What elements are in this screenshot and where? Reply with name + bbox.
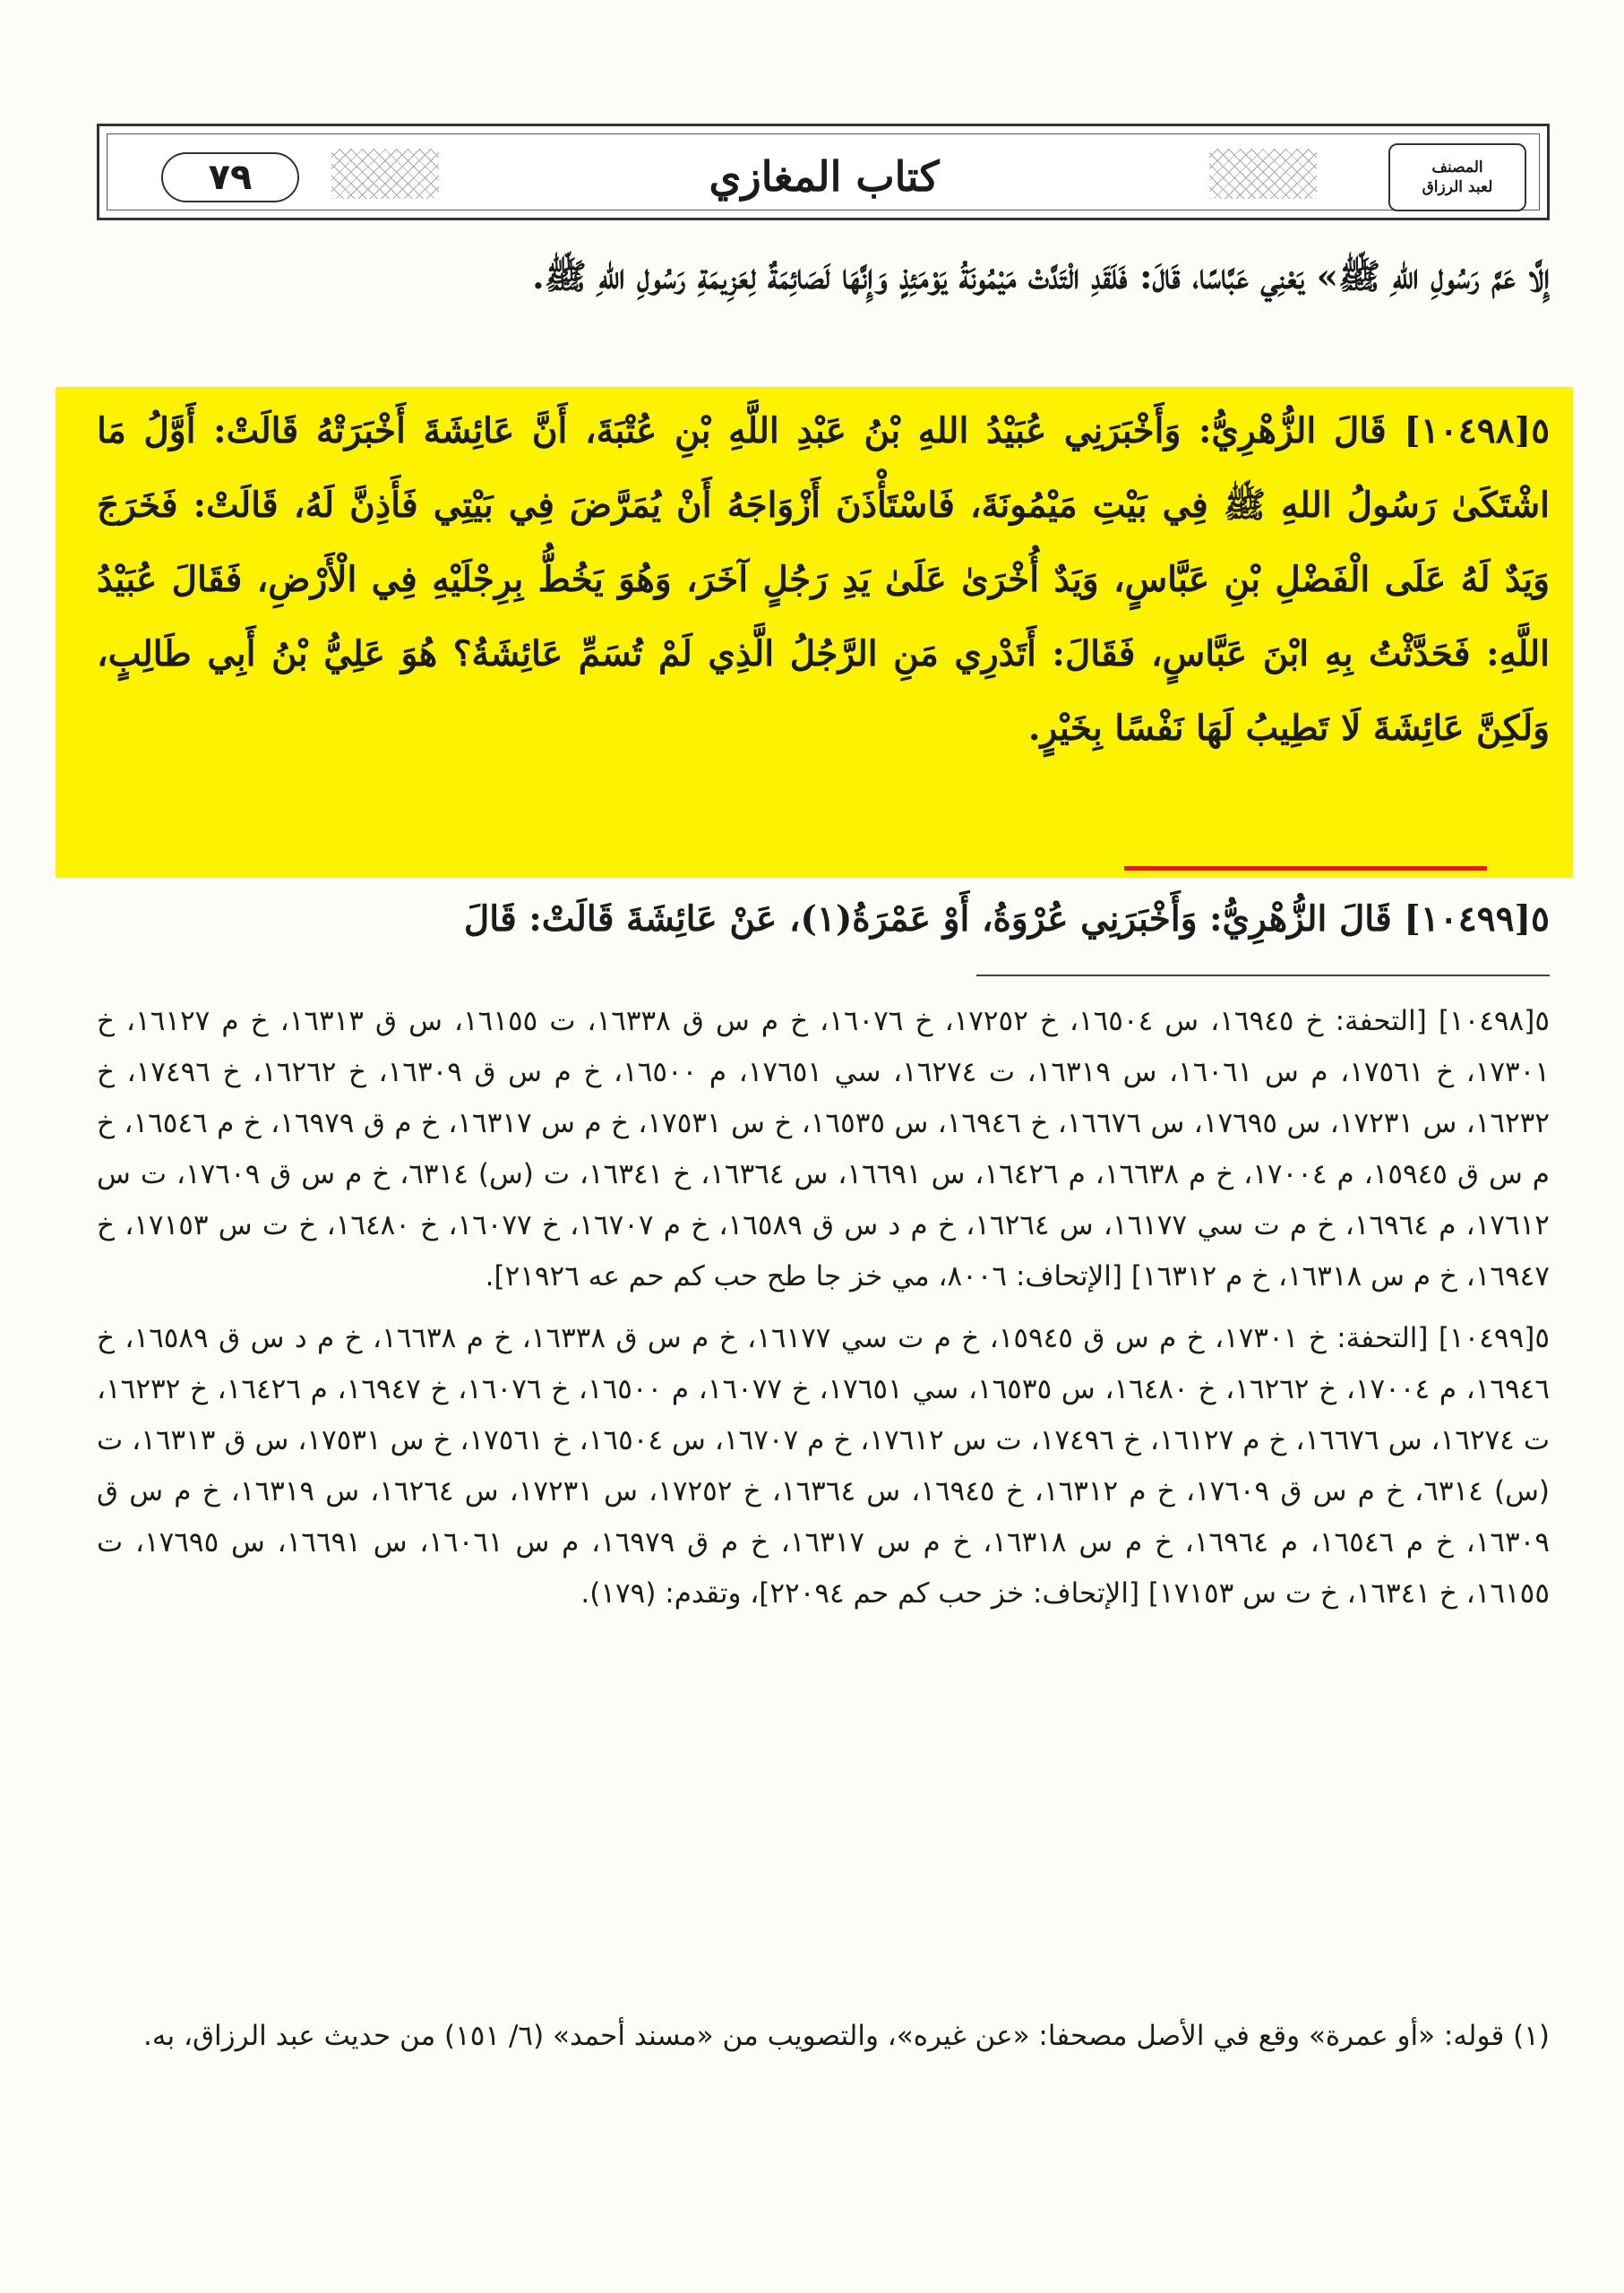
- page-number: ٧٩: [161, 152, 299, 202]
- hadith-number: ٥[١٠٤٩٩]: [1404, 898, 1550, 940]
- hadith-number: ٥[١٠٤٩٨]: [1404, 410, 1551, 451]
- header-inner-frame: [107, 133, 1540, 210]
- hadith-text: قَالَ الزُّهْرِيُّ: وَأَخْبَرَنِي عُرْوَةُ، أَوْ عَمْرَةُ(١)، عَنْ عَائِشَةَ قَالَتْ: قَالَ: [463, 898, 1392, 940]
- red-underline: [1124, 866, 1487, 871]
- hadith-10498: [97, 394, 1550, 766]
- ornament-left: [331, 149, 439, 199]
- book-title: كتاب المغازي: [709, 152, 940, 201]
- emblem-line-2: لعبد الرزاق: [1422, 178, 1493, 196]
- book-emblem: [1388, 143, 1526, 211]
- page-header: [97, 124, 1550, 220]
- note-10499: ٥[١٠٤٩٩] [التحفة: خ ١٧٣٠١، خ م س ق ١٥٩٤٥، خ م ت سي ١٦١٧٧، خ م س ق ١٦٣٣٨، خ م ١٦٦٣٨، خ م د س ق ١٦٥٨٩، خ ١٦٩٤٦، م ١٧٠٠٤، خ ١٦٢٦٢، خ ١٦٤٨٠، س ١٦٥٣٥، سي ١٧٦٥١، خ ١٦٠٧٧، م ١٦٥٠٠، خ ١٦٠٧٦، خ ١٦٩٤٧، م ١٦٤٢٦، خ ١٦٢٣٢، ت ١٦٢٧٤، س ١٦٦٧٦، خ م ١٦١٢٧، خ ١٧٤٩٦، ت س ١٧٦١٢، خ م ١٦٧٠٧، س ١٦٥٠٤، خ ١٧٥٦١، خ س ١٧٥٣١، س ق ١٦٣١٣، ت (س) ٦٣١٤، خ م س ق ١٧٦٠٩، خ م ١٦٣١٢، خ ١٦٩٤٥، س ١٦٣٦٤، خ ١٧٢٥٢، س ١٧٢٣١، س ١٦٢٦٤، س ١٦٣١٩، خ م س ق ١٦٣٠٩، خ م ١٦٥٤٦، م ١٦٩٦٤، خ م س ١٦٣١٨، خ م س ١٦٣١٧، خ م ق ١٦٩٧٩، م س ١٦٠٦١، س ١٦٦٩١، س ١٧٦٩٥، ت ١٦١٥٥، خ ١٦٣٤١، خ ت س ١٧١٥٣] [الإتحاف: خز حب كم حم ٢٢٠٩٤]، وتقدم: (١٧٩).: [97, 1322, 1551, 1610]
- ornament-right: [1209, 149, 1317, 199]
- footnote: (١) قوله: «أو عمرة» وقع في الأصل مصحفا: «عن غيره»، والتصويب من «مسند أحمد» (٦/ ١٥١) من حديث عبد الرزاق، به.: [143, 2020, 1550, 2052]
- note-10498: ٥[١٠٤٩٨] [التحفة: خ ١٦٩٤٥، س ١٦٥٠٤، خ ١٧٢٥٢، خ ١٦٠٧٦، خ م س ق ١٦٣٣٨، ت ١٦١٥٥، س ق ١٦٣١٣، خ م ١٦١٢٧، خ ١٧٣٠١، خ ١٧٥٦١، م س ١٦٠٦١، س ١٦٣١٩، ت ١٦٢٧٤، سي ١٧٦٥١، م ١٦٥٠٠، خ م س ق ١٦٣٠٩، خ ١٦٢٦٢، خ ١٧٤٩٦، خ ١٦٢٣٢، س ١٧٢٣١، س ١٧٦٩٥، س ١٦٦٧٦، خ ١٦٩٤٦، س ١٦٥٣٥، خ س ١٧٥٣١، خ م س ١٦٣١٧، خ م ق ١٦٩٧٩، خ م ١٦٥٤٦، خ م س ق ١٥٩٤٥، م ١٧٠٠٤، خ م ١٦٦٣٨، م ١٦٤٢٦، س ١٦٦٩١، س ١٦٣٦٤، خ ١٦٣٤١، ت (س) ٦٣١٤، خ م س ق ١٧٦٠٩، ت س ١٧٦١٢، م ١٦٩٦٤، خ م ت سي ١٦١٧٧، س ١٦٢٦٤، خ م د س ق ١٦٥٨٩، خ م ١٦٧٠٧، خ ١٦٠٧٧، خ ١٦٤٨٠، خ ت س ١٧١٥٣، خ ١٦٩٤٧، خ م س ١٦٣١٨، خ م ١٦٣١٢] [الإتحاف: ٨٠٠٦، مي خز جا طح حب كم حم عه ٢١٩٢٦].: [97, 1005, 1551, 1292]
- notes-section: [97, 996, 1550, 1630]
- emblem-line-1: المصنف: [1431, 159, 1483, 176]
- paragraph-continuation: إِلَّا عَمَّ رَسُولِ اللهِ ﷺ» يَعْنِي عَبَّاسًا، قَالَ: فَلَقَدِ الْتَدَّتْ مَيْمُونَةُ يَوْمَئِذٍ وَإِنَّهَا لَصَائِمَةٌ لِعَزِيمَةِ رَسُولِ اللهِ ﷺ.: [532, 256, 1550, 297]
- footnote-divider: [976, 975, 1550, 976]
- hadith-10499: [97, 882, 1550, 957]
- hadith-text: قَالَ الزُّهْرِيُّ: وَأَخْبَرَنِي عُبَيْدُ اللهِ بْنُ عَبْدِ اللَّهِ بْنِ عُتْبَةَ، أَنَّ عَائِشَةَ أَخْبَرَتْهُ قَالَتْ: أَوَّلُ مَا اشْتَكَىٰ رَسُولُ اللهِ ﷺ فِي بَيْتِ مَيْمُونَةَ، فَاسْتَأْذَنَ أَزْوَاجَهُ أَنْ يُمَرَّضَ فِي بَيْتِي فَأَذِنَّ لَهُ، قَالَتْ: فَخَرَجَ وَيَدٌ لَهُ عَلَى الْفَضْلِ بْنِ عَبَّاسٍ، وَيَدٌ أُخْرَىٰ عَلَىٰ يَدِ رَجُلٍ آخَرَ، وَهُوَ يَخُطُّ بِرِجْلَيْهِ فِي الْأَرْضِ، فَقَالَ عُبَيْدُ اللَّهِ: فَحَدَّثْتُ بِهِ ابْنَ عَبَّاسٍ، فَقَالَ: أَتَدْرِي مَنِ الرَّجُلُ الَّذِي لَمْ تُسَمِّ عَائِشَةُ؟ هُوَ عَلِيُّ بْنُ أَبِي طَالِبٍ، وَلَكِنَّ عَائِشَةَ لَا تَطِيبُ لَهَا نَفْسًا بِخَيْرٍ.: [97, 410, 1550, 749]
